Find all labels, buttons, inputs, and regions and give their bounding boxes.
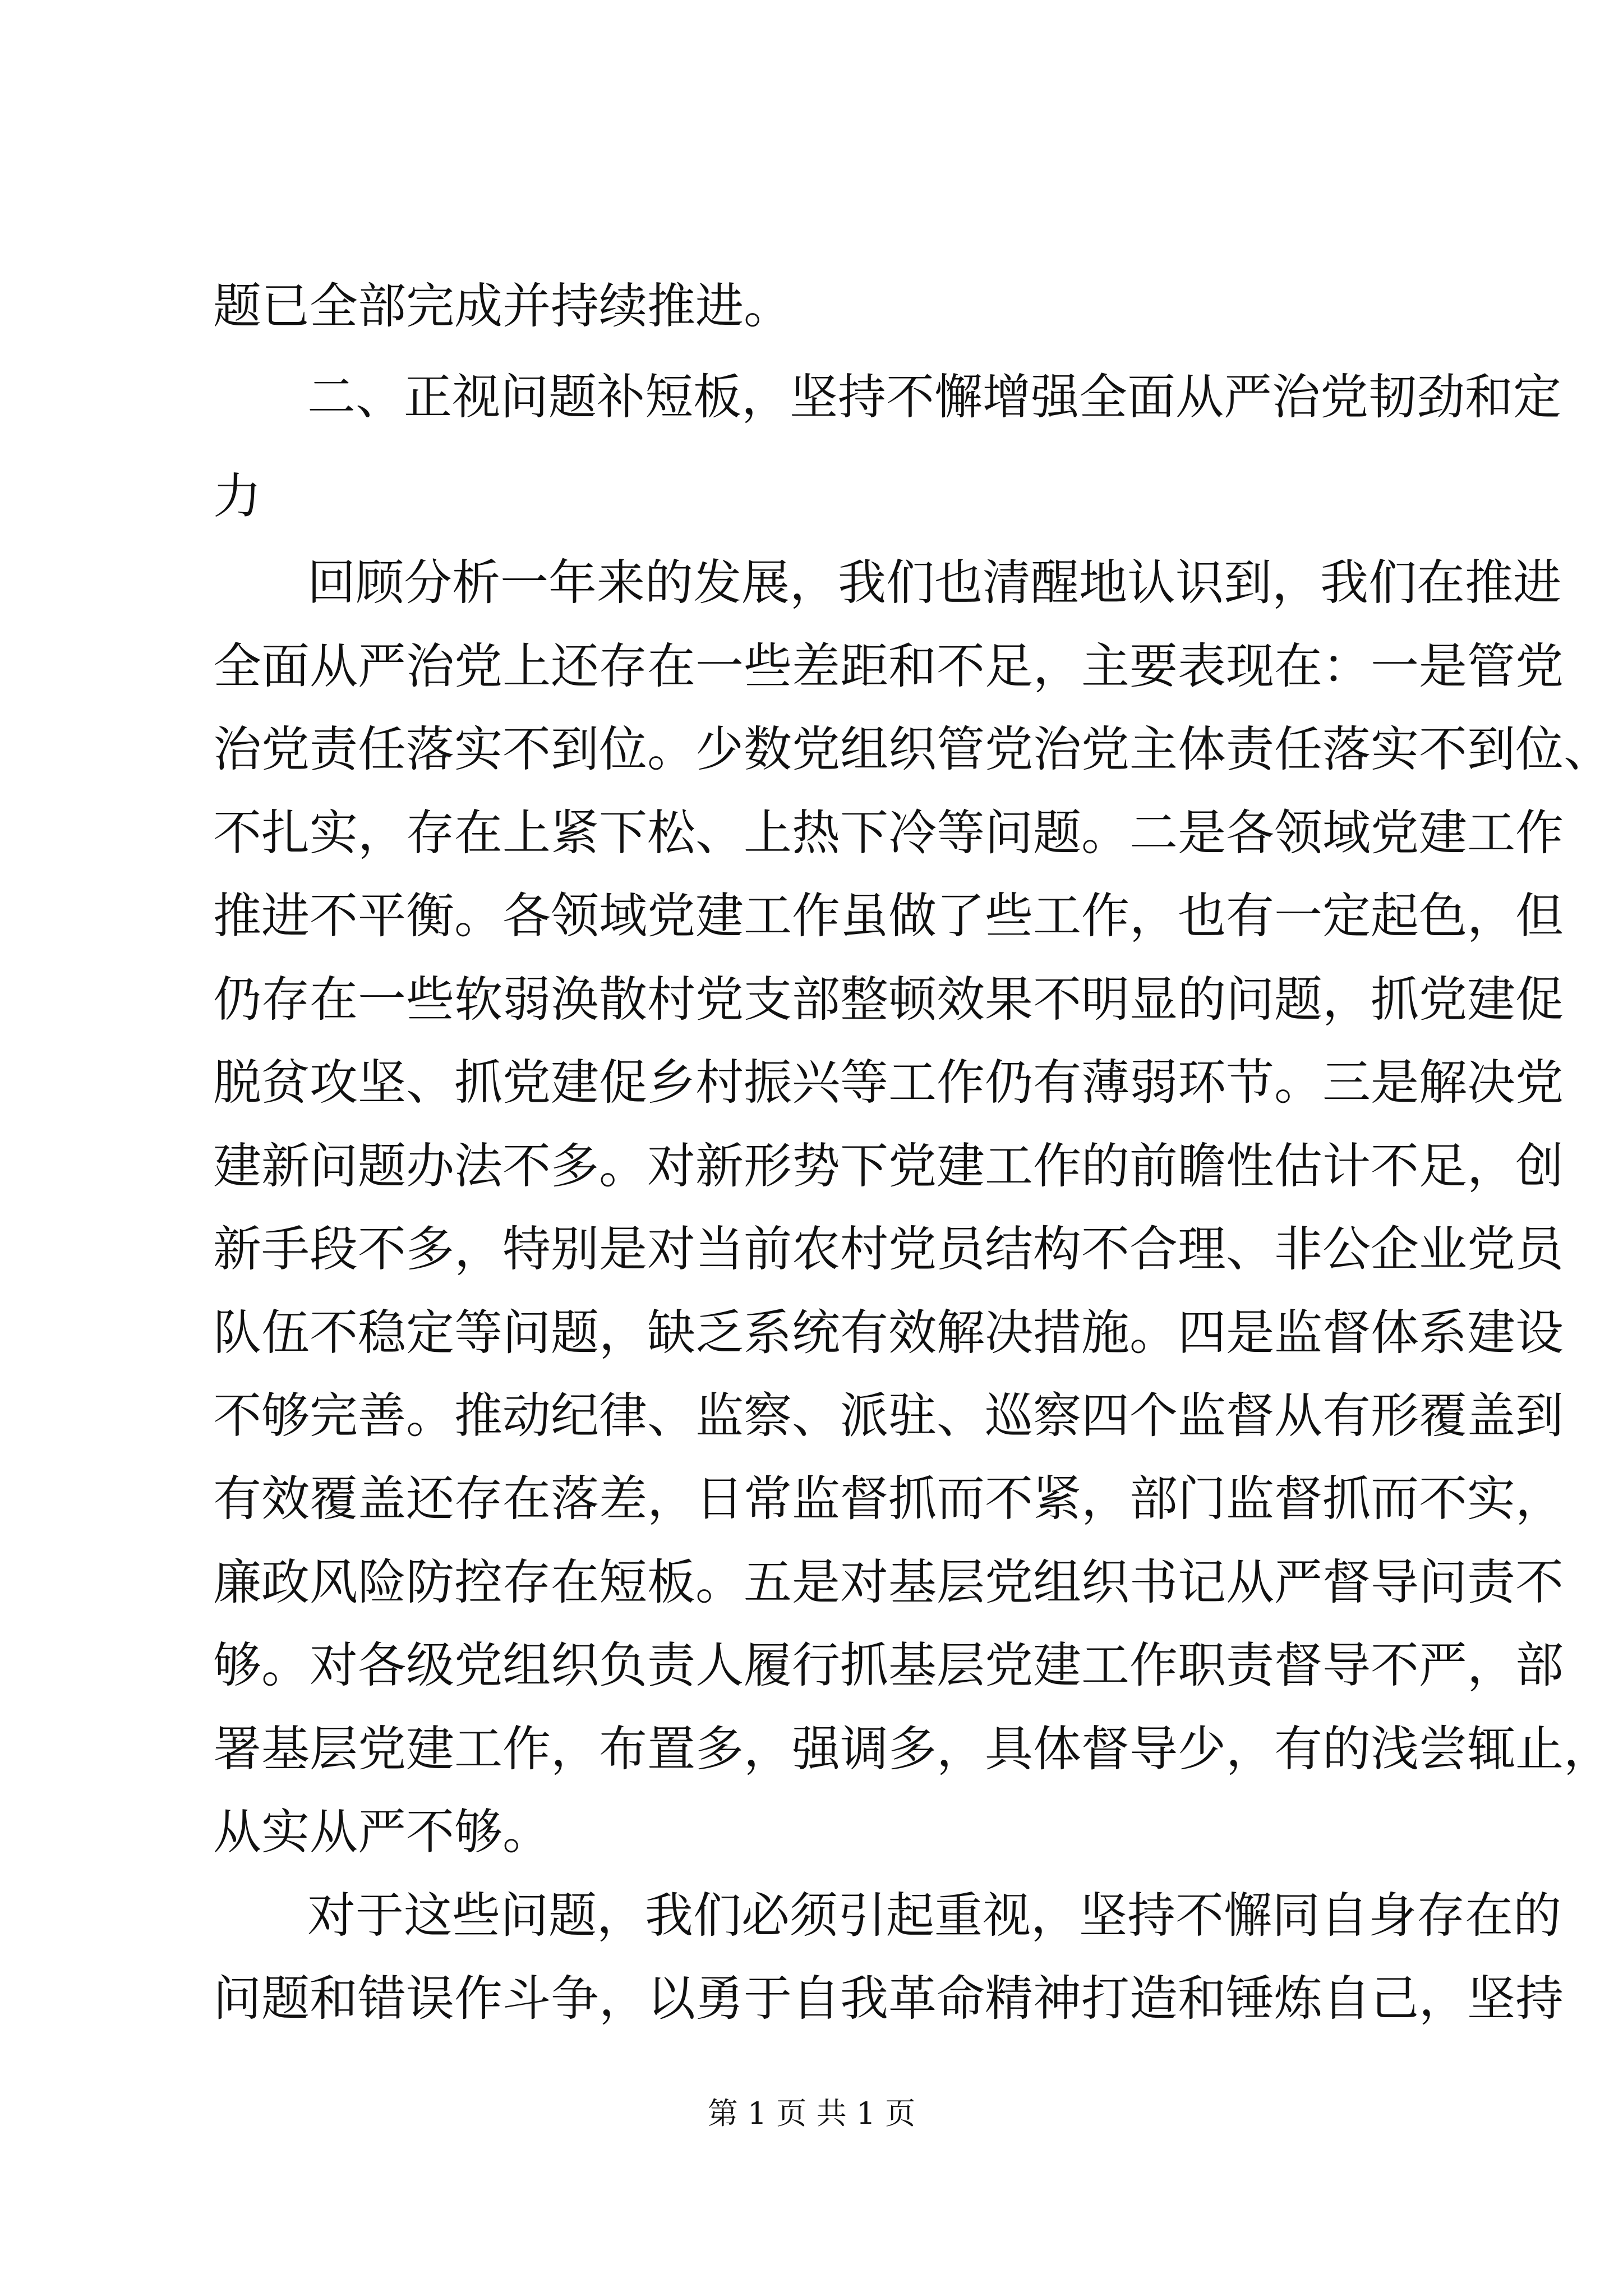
paragraph-1-line-13: 廉政风险防控存在短板。五是对基层党组织书记从严督导问责不 — [213, 1554, 1564, 1611]
section-heading-line-1: 二、正视问题补短板，坚持不懈增强全面从严治党韧劲和定 — [307, 369, 1561, 425]
paragraph-1-line-2: 全面从严治党上还存在一些差距和不足，主要表现在：一是管党 — [213, 638, 1564, 694]
paragraph-1-line-4: 不扎实，存在上紧下松、上热下冷等问题。二是各领域党建工作 — [213, 805, 1564, 861]
paragraph-1-line-5: 推进不平衡。各领域党建工作虽做了些工作，也有一定起色，但 — [213, 888, 1564, 944]
page-number-footer: 第 1 页 共 1 页 — [707, 2096, 916, 2131]
paragraph-1-line-14: 够。对各级党组织负责人履行抓基层党建工作职责督导不严，部 — [213, 1637, 1564, 1694]
paragraph-1-line-6: 仍存在一些软弱涣散村党支部整顿效果不明显的问题，抓党建促 — [213, 972, 1564, 1028]
paragraph-1-line-15: 署基层党建工作，布置多，强调多，具体督导少，有的浅尝辄止， — [213, 1721, 1612, 1777]
section-heading-line-2: 力 — [213, 468, 261, 524]
paragraph-1-line-12: 有效覆盖还存在落差，日常监督抓而不紧，部门监督抓而不实， — [213, 1471, 1564, 1527]
paragraph-1-line-1: 回顾分析一年来的发展，我们也清醒地认识到，我们在推进 — [307, 555, 1561, 611]
paragraph-1-line-7: 脱贫攻坚、抓党建促乡村振兴等工作仍有薄弱环节。三是解决党 — [213, 1055, 1564, 1111]
paragraph-2-line-1: 对于这些问题，我们必须引起重视，坚持不懈同自身存在的 — [307, 1888, 1561, 1944]
paragraph-1-line-11: 不够完善。推动纪律、监察、派驻、巡察四个监督从有形覆盖到 — [213, 1388, 1564, 1444]
paragraph-1-line-10: 队伍不稳定等问题，缺乏系统有效解决措施。四是监督体系建设 — [213, 1305, 1564, 1361]
paragraph-1-line-9: 新手段不多，特别是对当前农村党员结构不合理、非公企业党员 — [213, 1221, 1564, 1277]
paragraph-1-line-3: 治党责任落实不到位。少数党组织管党治党主体责任落实不到位、 — [213, 721, 1612, 777]
paragraph-1-line-8: 建新问题办法不多。对新形势下党建工作的前瞻性估计不足，创 — [213, 1138, 1564, 1194]
paragraph-2-line-2: 问题和错误作斗争，以勇于自我革命精神打造和锤炼自己，坚持 — [213, 1971, 1564, 2027]
text-line-1: 题已全部完成并持续推进。 — [213, 278, 792, 334]
paragraph-1-line-16: 从实从严不够。 — [213, 1804, 551, 1860]
